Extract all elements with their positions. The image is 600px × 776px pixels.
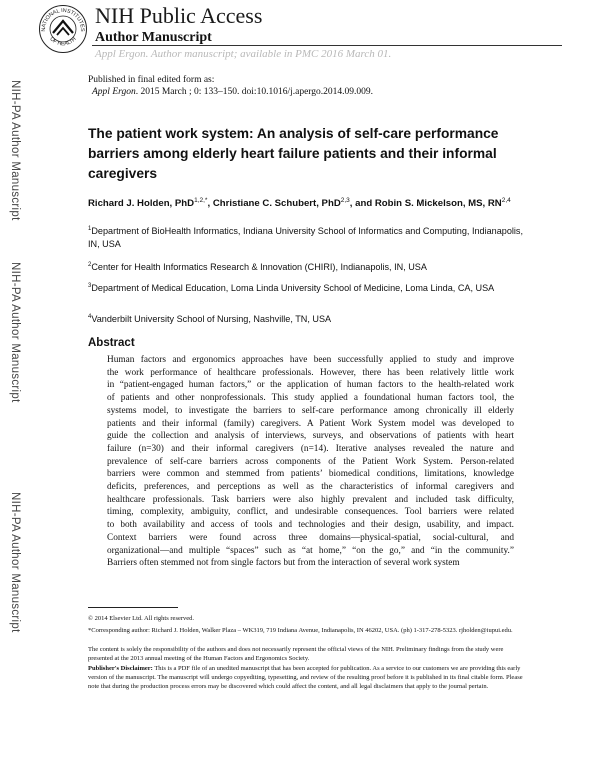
affiliation-text: Department of Medical Education, Loma Linda University School of Medicine, Loma Linda, CA, USA [91,283,495,294]
abstract-line: Barriers often stemmed not from single factors but from the interaction of several work system [107,558,460,569]
published-form-note: Published in final edited form as: [88,75,215,85]
abstract-line: Context barriers were found across three domains—physical-spatial, social-cultural, and [107,532,514,543]
abstract-line: failure (n=30) and their informal caregivers (n=14). Iterative analyses revealed the nature and [107,443,514,454]
abstract-heading: Abstract [88,337,135,349]
affiliation-text: Center for Health Informatics Research & Innovation (CHIRI), Indianapolis, IN, USA [91,262,427,273]
abstract-line: prevalence of self-care barriers across components of the Patient Work System. Person-related [107,456,514,467]
affiliation-text: Department of BioHealth Informatics, Indiana University School of Informatics and Computing, Indianapolis, IN, USA [88,226,524,250]
logo-text-top: NATIONAL INSTITUTES [40,7,86,32]
nih-seal-icon [38,4,88,54]
abstract-line: to both availability and access of tools and technologies and their design, usability, and impact. [107,520,514,531]
author-affiliation-marker: 2,3 [340,197,350,204]
disclaimer-text: This is a PDF file of an unedited manuscript that has been accepted for publication. As a service to our customers we are providing this early version of the manuscript. The manuscript will undergo copyediting, typesetting, and review of the resulting proof before it is published in its final citable form. Please note that during the production process errors may be discovered which could affect the content, and all legal disclaimers that apply to the journal pertain. [88,665,523,690]
affiliation [88,223,528,251]
affiliation-number: 3 [88,283,92,289]
abstract-line: guide the collection and analysis of interviews, surveys, and observations of patients with heart [107,431,514,442]
abstract-line: the work performance of healthcare professionals. However, there has been relatively little work [107,367,514,378]
affiliation-number: 2 [88,262,92,268]
abstract-body [107,354,514,570]
abstract-line: of patients and other nonprofessionals. This study applied a foundational human factors tool, the [107,393,514,404]
journal-name: Appl Ergon [92,87,136,97]
abstract-line: systems model, to investigate the barriers to self-care performance among chronically ill elderly [107,405,514,416]
affiliation-number: 1 [88,226,92,232]
copyright-note: © 2014 Elsevier Ltd. All rights reserved. [88,615,195,622]
availability-line: Appl Ergon. Author manuscript; available in PMC 2016 March 01. [95,48,392,60]
affiliation-text: Vanderbilt University School of Nursing, Nashville, TN, USA [91,314,332,325]
side-label: NIH-PA Author Manuscript [9,492,21,633]
affiliation-number: 4 [88,314,92,320]
author-separator: , [207,198,213,210]
abstract-line: healthcare professionals. Task barriers were also highly prevalent and included task difficulty, [107,494,514,505]
disclaimer-label: Publisher's Disclaimer: [88,665,153,672]
affiliation [88,259,528,274]
footnote-divider [88,607,178,608]
abstract-line: timing, complexity, ambiguity, conflict, and undesirable consequences. Tool barriers were related [107,507,514,518]
abstract-line: patients and their informal (family) caregivers. A Patient Work System model was developed to [107,418,514,429]
abstract-line: in “patient-engaged human factors,” or the application of human factors to the health-related work [107,380,514,391]
nih-logo [38,4,88,54]
affiliation [88,280,528,295]
abstract-line: Human factors and ergonomics approaches have been successfully applied to study and improve [107,355,514,365]
publisher-disclaimer [88,665,528,691]
side-label: NIH-PA Author Manuscript [9,262,21,403]
author-name: Richard J. Holden, PhD [88,198,195,210]
nih-public-access-title: NIH Public Access [95,3,263,28]
author-name: Robin S. Mickelson, MS, RN [374,198,502,210]
citation-details: . 2015 March ; 0: 133–150. doi:10.1016/j.apergo.2014.09.009. [135,87,374,97]
side-label: NIH-PA Author Manuscript [9,80,21,221]
author-name: Christiane C. Schubert, PhD [212,198,341,210]
author-list [88,194,513,210]
abstract-line: deficits, preferences, and perceptions as well as the characteristics of informal caregivers and [107,482,514,493]
author-manuscript-subtitle: Author Manuscript [95,30,212,45]
author-affiliation-marker: 2,4 [501,197,511,204]
paper-title: The patient work system: An analysis of self-care performance barriers among elderly heart failure patients and their informal caregivers [88,126,499,181]
logo-text-bottom: OF HEALTH [48,36,78,48]
citation-line [92,87,373,97]
content-responsibility-note: The content is solely the responsibility of the authors and does not necessarily represent the official views of the NIH. Preliminary findings from the study were presented at the 2013 annual meeting of the Human Factors and Ergonomics Society. [88,646,504,662]
author-affiliation-marker: 1,2,* [194,197,208,204]
abstract-line: organizational—and multiple “spaces” such as “at home,” “on the go,” and “in the community.” [107,545,514,556]
author-separator: , and [349,198,375,210]
affiliation [88,311,528,326]
abstract-line: barriers were common and stemmed from patients’ biomedical conditions, limitations, knowledge [107,469,514,480]
corresponding-author-note: *Corresponding author: Richard J. Holden, Walker Plaza – WK319, 719 Indiana Avenue, Indianapolis, IN 46202, USA. (ph) 1-317-278-5323. rjholden@iupui.edu. [88,627,513,634]
